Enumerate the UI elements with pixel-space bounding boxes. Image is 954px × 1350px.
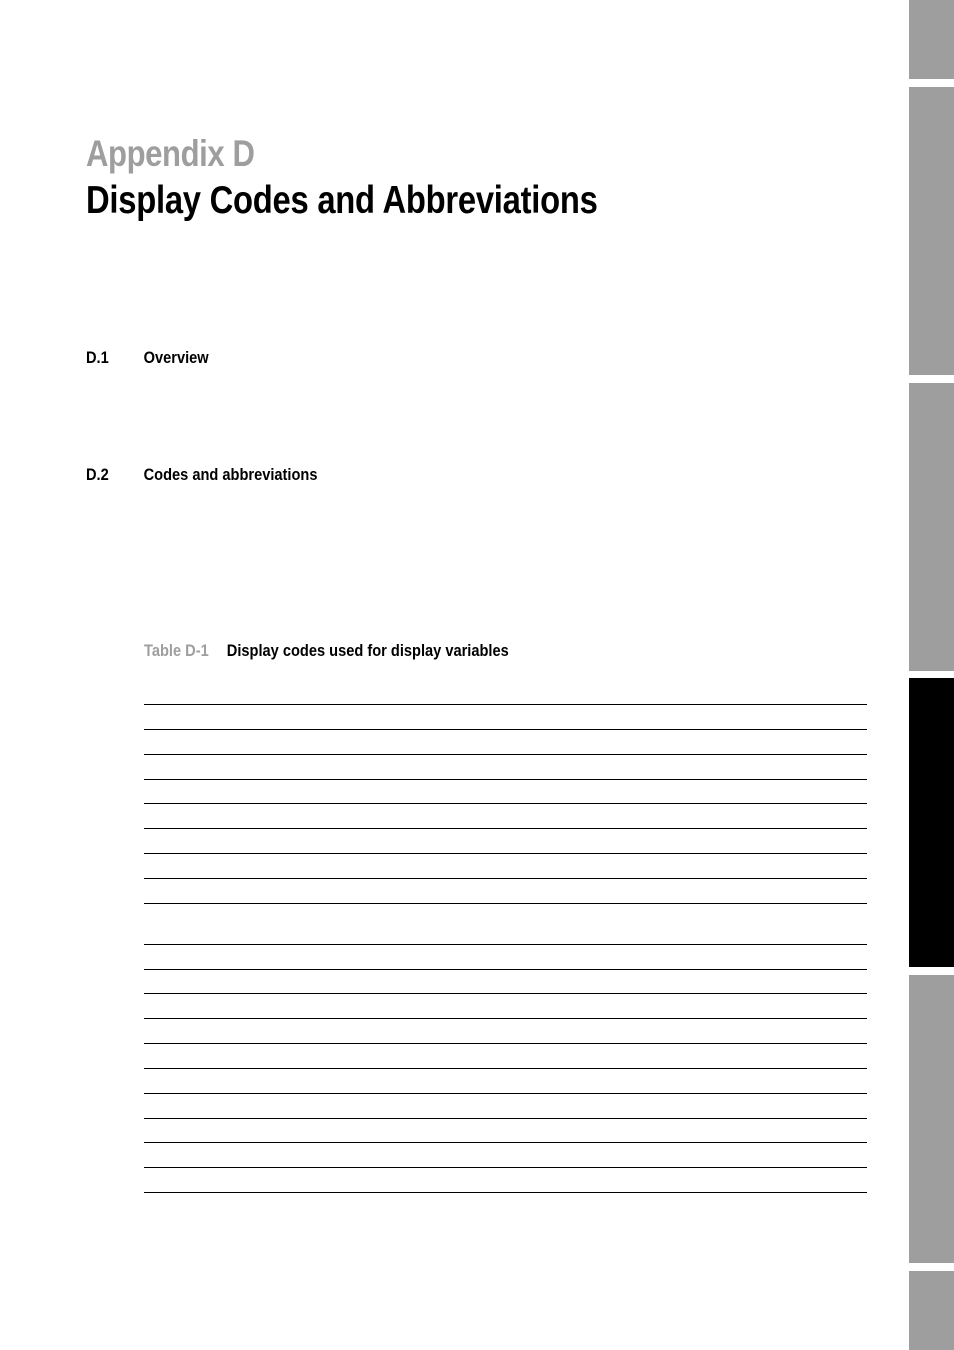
table-rule (144, 1167, 867, 1168)
section-number: D.2 (86, 465, 109, 484)
edge-tab (909, 1271, 954, 1350)
table-rule (144, 1068, 867, 1069)
edge-tab (909, 383, 954, 671)
table-rule (144, 729, 867, 730)
section-title: Overview (143, 348, 209, 367)
table-rule (144, 1192, 867, 1193)
table-rule (144, 1043, 867, 1044)
table-rule (144, 1018, 867, 1019)
table-rule (144, 993, 867, 994)
section-title: Codes and abbreviations (143, 465, 318, 484)
edge-tab (909, 975, 954, 1263)
table-rule (144, 779, 867, 780)
page-title: Display Codes and Abbreviations (86, 179, 598, 222)
table-rule (144, 878, 867, 879)
table-caption-number: Table D-1 (144, 641, 209, 660)
table-rule (144, 903, 867, 904)
appendix-label: Appendix D (86, 133, 255, 174)
table-rule (144, 853, 867, 854)
table-rule (144, 1142, 867, 1143)
table-rule (144, 828, 867, 829)
edge-tab (909, 0, 954, 79)
table-rule (144, 1118, 867, 1119)
section-heading-codes (86, 465, 317, 485)
table-caption (144, 641, 509, 661)
table-rule (144, 754, 867, 755)
edge-tab-active (909, 678, 954, 967)
table-rule (144, 969, 867, 970)
table-rule (144, 704, 867, 705)
edge-tab (909, 87, 954, 375)
section-number: D.1 (86, 348, 109, 367)
table-rule (144, 803, 867, 804)
table-rule (144, 944, 867, 945)
table-rule (144, 1093, 867, 1094)
table-caption-title: Display codes used for display variables (226, 641, 509, 660)
section-heading-overview (86, 348, 209, 368)
